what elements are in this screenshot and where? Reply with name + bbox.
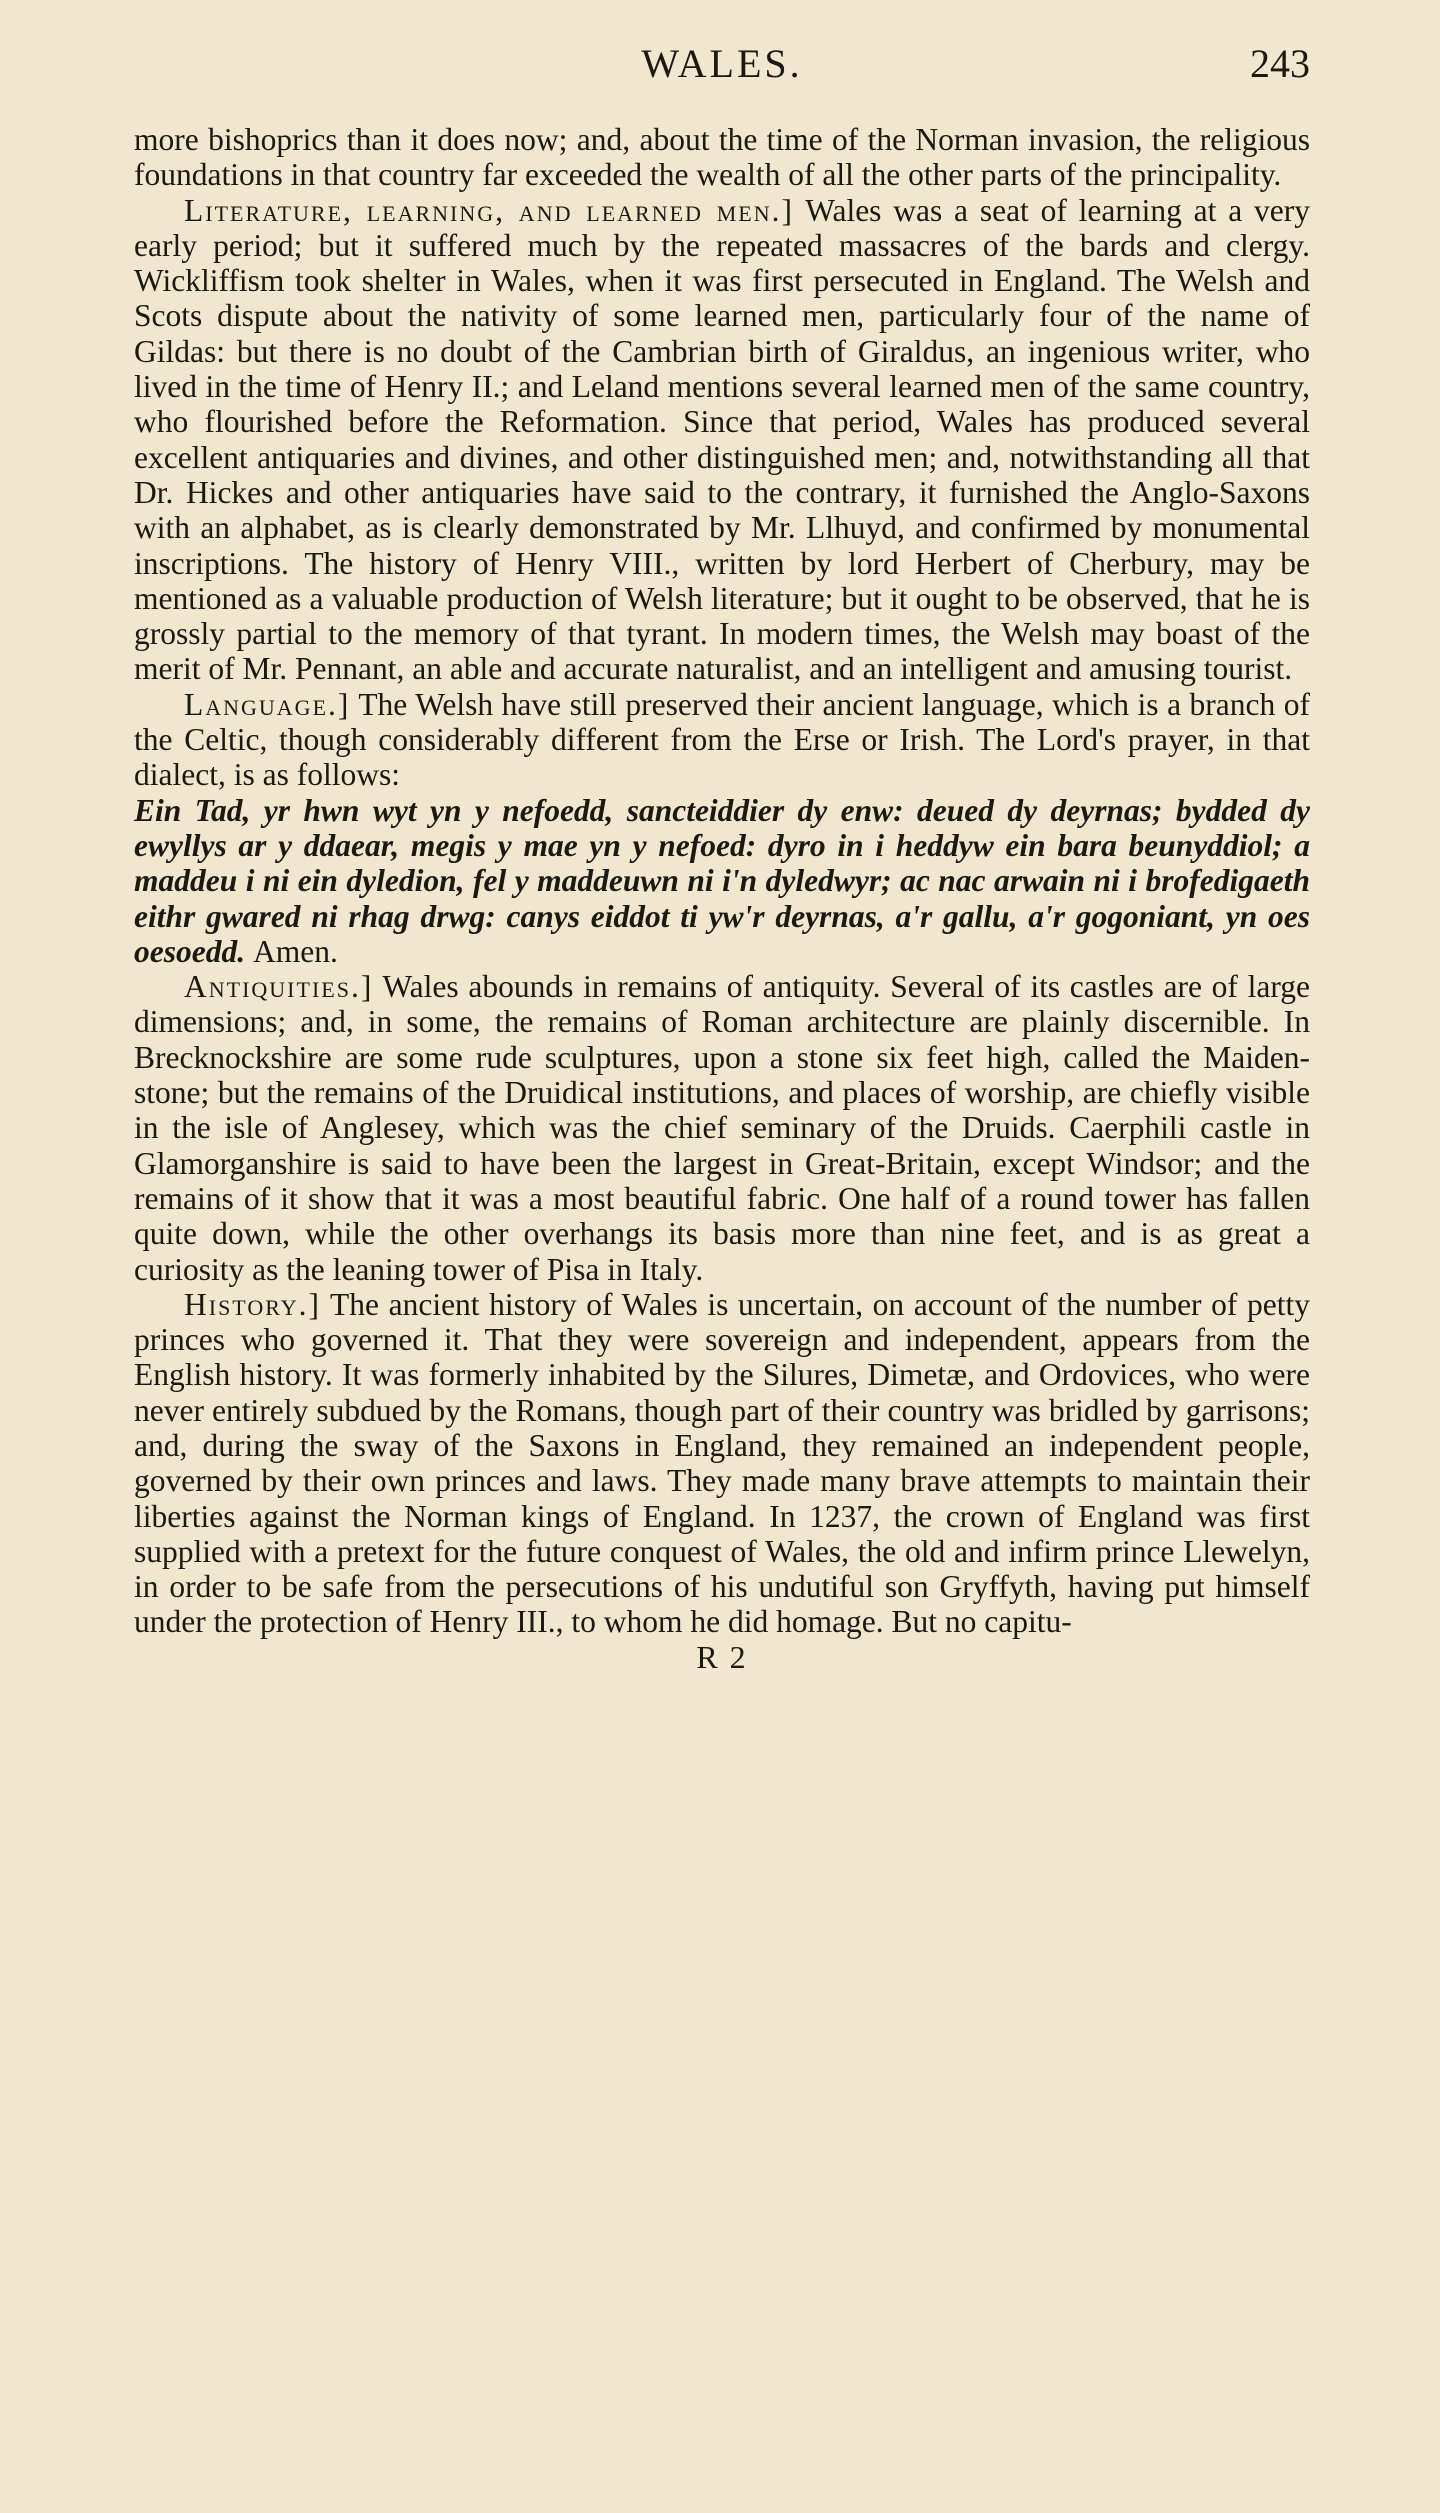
page-number: 243: [1250, 41, 1310, 86]
history-heading: History.]: [184, 1286, 321, 1322]
antiquities-heading: Antiquities.]: [184, 969, 374, 1005]
history-paragraph: [134, 1287, 1310, 1640]
literature-paragraph: [134, 193, 1310, 687]
language-heading: Language.]: [184, 686, 351, 722]
language-text: The Welsh have still preserved their ancient language, which is a branch of the Celtic, though considerably different from the Erse or Irish. The Lord's prayer, in that dialect, is as follows:: [134, 686, 1310, 793]
history-text: The ancient history of Wales is uncertain, on account of the number of petty princes who governed it. That they were sovereign and independent, appears from the English history. It was formerly inhabited by the Silures, Dimetæ, and Ordovices, who were never entirely subdued by the Romans, though part of their country was bridled by garrisons; and, during the sway of the Saxons in England, they remained an independent people, governed by their own princes and laws. They made many brave attempts to maintain their liberties against the Norman kings of England. In 1237, the crown of England was first supplied with a pretext for the future conquest of Wales, the old and infirm prince Llewelyn, in order to be safe from the persecutions of his undutiful son Gryffyth, having put himself under the protection of Henry III., to whom he did homage. But no capitu-: [134, 1286, 1310, 1640]
prayer-amen: Amen.: [252, 933, 338, 969]
running-head: WALES.: [641, 41, 803, 86]
antiquities-paragraph: [134, 969, 1310, 1287]
signature-mark: R 2: [696, 1638, 748, 1675]
language-paragraph: [134, 687, 1310, 793]
antiquities-text: Wales abounds in remains of antiquity. Several of its castles are of large dimensions; and, in some, the remains of Roman architecture are plainly discernible. In Brecknockshire are some rude sculptures, upon a stone six feet high, called the Maiden-stone; but the remains of the Druidical institutions, and places of worship, are chiefly visible in the isle of Anglesey, which was the chief seminary of the Druids. Caerphili castle in Glamorganshire is said to have been the largest in Great-Britain, except Windsor; and the remains of it show that it was a most beautiful fabric. One half of a round tower has fallen quite down, while the other overhangs its basis more than nine feet, and is as great a curiosity as the leaning tower of Pisa in Italy.: [134, 969, 1310, 1287]
literature-text: Wales was a seat of learning at a very early period; but it suffered much by the repeated massacres of the bards and clergy. Wickliffism took shelter in Wales, when it was first persecuted in England. The Welsh and Scots dispute about the nativity of some learned men, particularly four of the name of Gildas: but there is no doubt of the Cambrian birth of Giraldus, an ingenious writer, who lived in the time of Henry II.; and Leland mentions several learned men of the same country, who flourished before the Reformation. Since that period, Wales has produced several excellent antiquaries and divines, and other distinguished men; and, notwithstanding all that Dr. Hickes and other antiquaries have said to the contrary, it furnished the Anglo-Saxons with an alphabet, as is clearly demonstrated by Mr. Llhuyd, and confirmed by monumental inscriptions. The history of Henry VIII., written by lord Herbert of Cherbury, may be mentioned as a valuable production of Welsh literature; but it ought to be observed, that he is grossly partial to the memory of that tyrant. In modern times, the Welsh may boast of the merit of Mr. Pennant, an able and accurate naturalist, and an intelligent and amusing tourist.: [134, 192, 1310, 687]
lords-prayer-welsh: Ein Tad, yr hwn wyt yn y nefoedd, sancteiddier dy enw: deued dy deyrnas; bydded dy ewyllys ar y ddaear, megis y mae yn y nefoed: dyro in i heddyw ein bara beunyddiol; a maddeu i ni ein dyledion, fel y maddeuwn ni i'n dyledwyr; ac nac arwain ni i brofedigaeth eithr gwared ni rhag drwg: canys eiddot ti yw'r deyrnas, a'r gallu, a'r gogoniant, yn oes oesoedd.: [134, 792, 1310, 969]
book-page: [134, 40, 1310, 1675]
page-header: [134, 40, 1310, 100]
body-text: [134, 122, 1310, 1675]
literature-heading: Literature, learning, and learned men.]: [184, 192, 794, 228]
lords-prayer-paragraph: [134, 793, 1310, 969]
intro-paragraph: more bishoprics than it does now; and, about the time of the Norman invasion, the religious foundations in that country far exceeded the wealth of all the other parts of the principality.: [134, 122, 1310, 193]
